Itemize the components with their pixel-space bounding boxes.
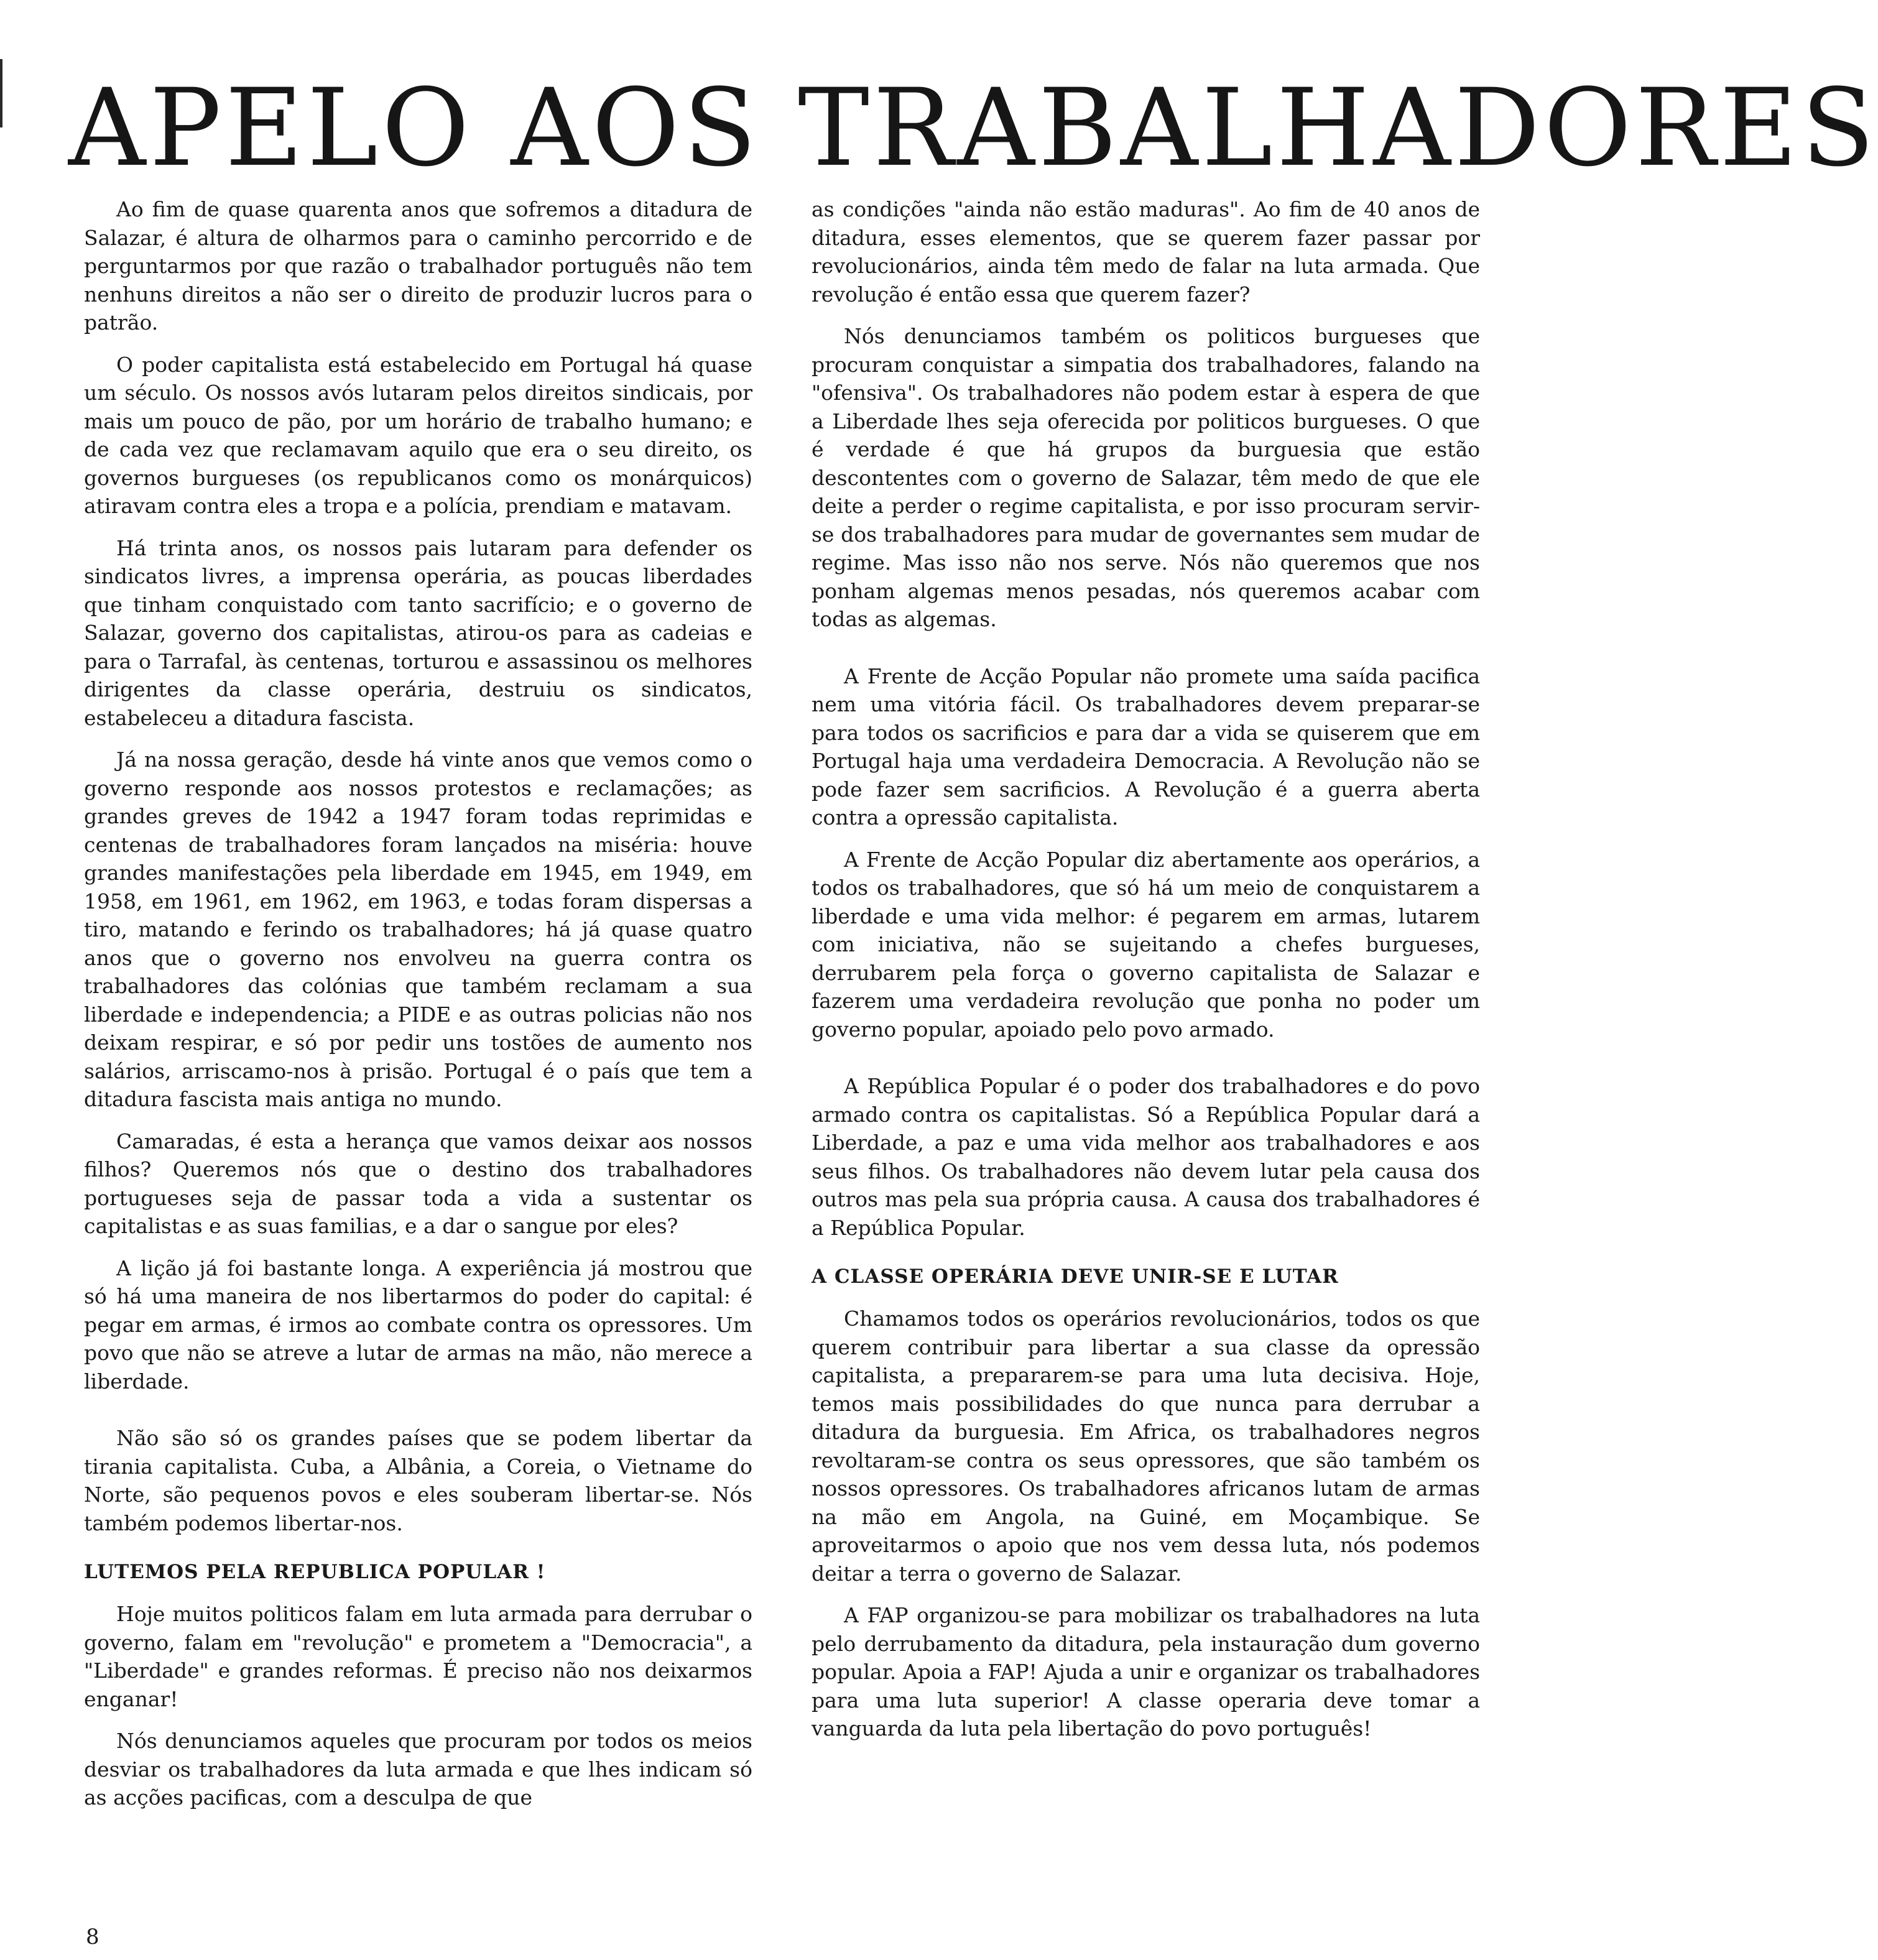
paragraph: A Frente de Acção Popular não promete uma saída pacifica nem uma vitória fácil. Os trabalhadores devem preparar-se para todos os sacrificios e para dar a vida se quiserem que em Portugal haja uma verdadeira Democracia. A Revolução não se pode fazer sem sacrificios. A Revolução é a guerra aberta contra a opressão capitalista. [812,663,1480,830]
paragraph: as condições "ainda não estão maduras". Ao fim de 40 anos de ditadura, esses elementos, que se querem fazer passar por revolucionários, ainda têm medo de falar na luta armada. Que revolução é então essa que querem fazer? [812,197,1480,307]
paragraph: O poder capitalista está estabelecido em Portugal há quase um século. Os nossos avós lutaram pelos direitos sindicais, por mais um pouco de pão, por um horário de trabalho humano; e de cada vez que reclamavam aquilo que era o seu direito, os governos burgueses (os republicanos como os monárquicos) atiravam contra eles a tropa e a polícia, prendiam e matavam. [84,352,752,518]
paragraph: Nós denunciamos aqueles que procuram por todos os meios desviar os trabalhadores da luta armada e que lhes indicam só as acções pacificas, com a desculpa de que [84,1729,752,1810]
scan-edge-mark [0,59,2,127]
paragraph: Ao fim de quase quarenta anos que sofremos a ditadura de Salazar, é altura de olharmos para o caminho percorrido e de perguntarmos por que razão o trabalhador português não tem nenhuns direitos a não ser o direito de produzir lucros para o patrão. [84,197,752,335]
section-heading: A CLASSE OPERÁRIA DEVE UNIR-SE E LUTAR [812,1265,1339,1288]
paragraph: Não são só os grandes países que se podem libertar da tirania capitalista. Cuba, a Albânia, a Coreia, o Vietname do Norte, são pequenos povos e eles souberam libertar-se. Nós também podemos libertar-nos. [84,1426,752,1535]
paragraph: Chamamos todos os operários revolucionários, todos os que querem contribuir para libertar a sua classe da opressão capitalista, a prepararem-se para uma luta decisiva. Hoje, temos mais possibilidades do que nunca para derrubar a ditadura da burguesia. Em Africa, os trabalhadores negros revoltaram-se contra os seus opressores, que são também os nossos opressores. Os trabalhadores africanos lutam de armas na mão em Angola, na Guiné, em Moçambique. Se aproveitarmos o apoio que nos vem dessa luta, nós podemos deitar a terra o governo de Salazar. [812,1306,1480,1586]
paragraph: A República Popular é o poder dos trabalhadores e do povo armado contra os capitalistas. Só a República Popular dará a Liberdade, a paz e uma vida melhor aos trabalhadores e aos seus filhos. Os trabalhadores não devem lutar pela causa dos outros mas pela sua própria causa. A causa dos trabalhadores é a República Popular. [812,1074,1480,1240]
paragraph: A FAP organizou-se para mobilizar os trabalhadores na luta pelo derrubamento da ditadura, pela instauração dum governo popular. Apoia a FAP! Ajuda a unir e organizar os trabalhadores para uma luta superior! A classe operaria deve tomar a vanguarda da luta pela libertação do povo português! [812,1603,1480,1740]
paragraph: A lição já foi bastante longa. A experiência já mostrou que só há uma maneira de nos libertarmos do poder do capital: é pegar em armas, é irmos ao combate contra os opressores. Um povo que não se atreve a lutar de armas na mão, não merece a liberdade. [84,1255,752,1394]
paragraph: Hoje muitos politicos falam em luta armada para derrubar o governo, falam em "revolução" e prometem a "Democracia", a "Liberdade" e grandes reformas. É preciso não nos deixarmos enganar! [84,1602,752,1711]
page-title: APELO AOS TRABALHADORES [68,65,1878,190]
left-column [84,195,752,1826]
paragraph: Há trinta anos, os nossos pais lutaram para defender os sindicatos livres, a imprensa operária, as poucas liberdades que tinham conquistado com tanto sacrifício; e o governo de Salazar, governo dos capitalistas, atirou-os para as cadeias e para o Tarrafal, às centenas, torturou e assassinou os melhores dirigentes da classe operária, destruiu os sindicatos, estabeleceu a ditadura fascista. [84,535,752,730]
paragraph: A Frente de Acção Popular diz abertamente aos operários, a todos os trabalhadores, que só há um meio de conquistarem a liberdade e uma vida melhor: é pegarem em armas, lutarem com iniciativa, não se sujeitando a chefes burgueses, derrubarem pela força o governo capitalista de Salazar e fazerem uma verdadeira revolução que ponha no poder um governo popular, apoiado pelo povo armado. [812,847,1480,1042]
section-heading: LUTEMOS PELA REPUBLICA POPULAR ! [84,1561,546,1583]
paragraph: Camaradas, é esta a herança que vamos deixar aos nossos filhos? Queremos nós que o destino dos trabalhadores portugueses seja de passar toda a vida a sustentar os capitalistas e as suas familias, e a dar o sangue por eles? [84,1129,752,1238]
paragraph: Nós denunciamos também os politicos burgueses que procuram conquistar a simpatia dos trabalhadores, falando na "ofensiva". Os trabalhadores não podem estar à espera de que a Liberdade lhes seja oferecida por politicos burgueses. O que é verdade é que há grupos da burguesia que estão descontentes com o governo de Salazar, têm medo de que ele deite a perder o regime capitalista, e por isso procuram servir-se dos trabalhadores para mudar de governantes sem mudar de regime. Mas isso não nos serve. Nós não queremos que nos ponham algemas menos pesadas, nós queremos acabar com todas as algemas. [812,324,1480,631]
paragraph: Já na nossa geração, desde há vinte anos que vemos como o governo responde aos nossos protestos e reclamações; as grandes greves de 1942 a 1947 foram todas reprimidas e centenas de trabalhadores foram lançados na miséria: houve grandes manifestações pela liberdade em 1945, em 1949, em 1958, em 1961, em 1962, em 1963, e todas foram dispersas a tiro, matando e ferindo os trabalhadores; há já quase quatro anos que o governo nos envolveu na guerra contra os trabalhadores das colónias que também reclamam a sua liberdade e independencia; a PIDE e as outras policias não nos deixam respirar, e só por pedir uns tostões de aumento nos salários, arriscamo-nos à prisão. Portugal é o país que tem a ditadura fascista mais antiga no mundo. [84,747,752,1111]
page-number: 8 [86,1925,99,1949]
right-column [812,195,1480,1757]
